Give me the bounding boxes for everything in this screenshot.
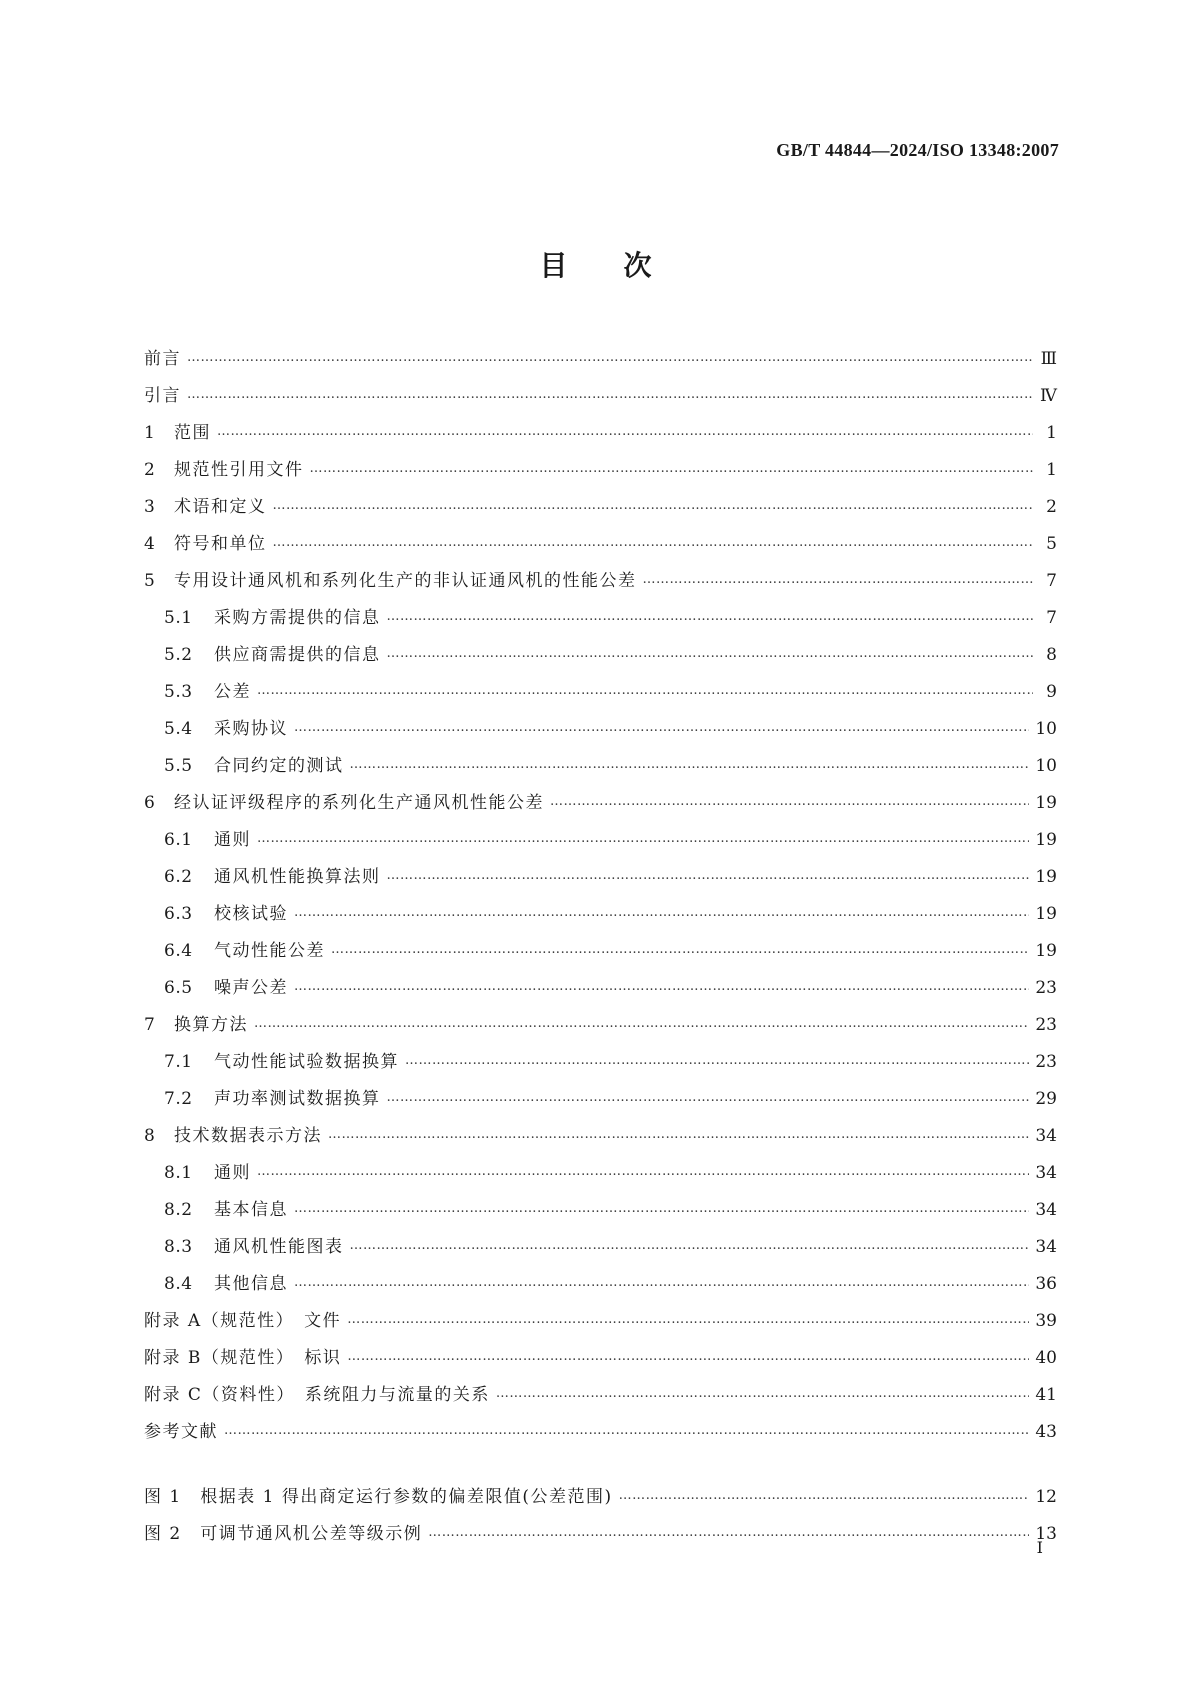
dot-leader xyxy=(387,608,1034,628)
toc-entry-number: 8 xyxy=(144,1125,156,1146)
dot-leader xyxy=(347,1311,1029,1331)
toc-entry-number: 6.2 xyxy=(164,866,193,887)
dot-leader xyxy=(350,1237,1030,1257)
dot-leader xyxy=(257,1163,1029,1183)
toc-section-spacer xyxy=(144,1450,1057,1478)
toc-entry[interactable] xyxy=(144,488,1057,525)
dot-leader xyxy=(257,682,1033,702)
toc-entry-title: 附录 C（资料性） 系统阻力与流量的关系 xyxy=(144,1384,490,1405)
toc-entry[interactable] xyxy=(144,673,1057,710)
toc-entry-title: 规范性引用文件 xyxy=(174,459,304,480)
dot-leader xyxy=(294,1274,1029,1294)
page-number: Ⅰ xyxy=(1036,1538,1043,1557)
toc-entry[interactable] xyxy=(144,451,1057,488)
figure-entry-page: 13 xyxy=(1035,1523,1057,1544)
toc-entry-page: 8 xyxy=(1046,644,1057,665)
toc-entry[interactable] xyxy=(144,1043,1057,1080)
toc-entry-page: 7 xyxy=(1046,607,1057,628)
toc-entry-number: 5.3 xyxy=(164,681,193,702)
dot-leader xyxy=(550,793,1029,813)
toc-entry-number: 7.2 xyxy=(164,1088,193,1109)
toc-entry-page: 34 xyxy=(1035,1236,1057,1257)
figure-entry-page: 12 xyxy=(1035,1486,1057,1507)
toc-entry-title: 通风机性能换算法则 xyxy=(214,866,381,887)
dot-leader xyxy=(254,1015,1029,1035)
dot-leader xyxy=(273,497,1034,517)
toc-entry-title: 采购协议 xyxy=(214,718,288,739)
toc-entry[interactable] xyxy=(144,1006,1057,1043)
toc-entry-page: 23 xyxy=(1035,1014,1057,1035)
toc-entry-page: 1 xyxy=(1046,459,1057,480)
toc-entry-title: 前言 xyxy=(144,348,181,369)
toc-entry-page: 19 xyxy=(1035,903,1057,924)
toc-entry-number: 7 xyxy=(144,1014,156,1035)
dot-leader xyxy=(428,1524,1029,1544)
toc-entry-number: 5.4 xyxy=(164,718,193,739)
toc-entry[interactable] xyxy=(144,525,1057,562)
toc-entry[interactable] xyxy=(144,1080,1057,1117)
toc-entry-title: 基本信息 xyxy=(214,1199,288,1220)
toc-entry-page: 9 xyxy=(1046,681,1057,702)
toc-entry[interactable] xyxy=(144,1413,1057,1450)
toc-entry-number: 3 xyxy=(144,496,156,517)
toc-entry-title: 供应商需提供的信息 xyxy=(214,644,381,665)
dot-leader xyxy=(347,1348,1029,1368)
dot-leader xyxy=(619,1487,1030,1507)
toc-entry-title: 术语和定义 xyxy=(174,496,267,517)
dot-leader xyxy=(294,1200,1029,1220)
toc-entry-page: 10 xyxy=(1035,718,1057,739)
toc-entry[interactable] xyxy=(144,784,1057,821)
toc-entry[interactable] xyxy=(144,1117,1057,1154)
toc-entry-title: 采购方需提供的信息 xyxy=(214,607,381,628)
dot-leader xyxy=(405,1052,1029,1072)
toc-entry-title: 合同约定的测试 xyxy=(214,755,344,776)
toc-entry-number: 5 xyxy=(144,570,156,591)
toc-entry-page: 34 xyxy=(1035,1199,1057,1220)
toc-entry-page: 29 xyxy=(1035,1088,1057,1109)
toc-entry-number: 6.3 xyxy=(164,903,193,924)
toc-entry[interactable] xyxy=(144,969,1057,1006)
toc-entry-page: 34 xyxy=(1035,1125,1057,1146)
toc-entry-page: 23 xyxy=(1035,1051,1057,1072)
toc-entry[interactable] xyxy=(144,895,1057,932)
toc-entry[interactable] xyxy=(144,636,1057,673)
toc-entry-page: 19 xyxy=(1035,792,1057,813)
standard-code: GB/T 44844—2024/ISO 13348:2007 xyxy=(776,140,1059,160)
toc-entry-title: 符号和单位 xyxy=(174,533,267,554)
toc-entry[interactable] xyxy=(144,821,1057,858)
toc-entry[interactable] xyxy=(144,747,1057,784)
dot-leader xyxy=(273,534,1034,554)
toc-entry[interactable] xyxy=(144,1228,1057,1265)
toc-entry-title: 声功率测试数据换算 xyxy=(214,1088,381,1109)
toc-entry-title: 噪声公差 xyxy=(214,977,288,998)
toc-entry-page: 40 xyxy=(1035,1347,1057,1368)
toc-entry[interactable] xyxy=(144,1154,1057,1191)
dot-leader xyxy=(294,719,1029,739)
toc-entry-page: 5 xyxy=(1046,533,1057,554)
dot-leader xyxy=(257,830,1029,850)
toc-entry-page: Ⅳ xyxy=(1040,385,1057,406)
toc-entry[interactable] xyxy=(144,340,1057,377)
toc-entry[interactable] xyxy=(144,932,1057,969)
toc-entry[interactable] xyxy=(144,562,1057,599)
toc-entry-number: 2 xyxy=(144,459,156,480)
dot-leader xyxy=(643,571,1034,591)
toc-entry[interactable] xyxy=(144,1191,1057,1228)
toc-entry-page: 39 xyxy=(1035,1310,1057,1331)
toc-entry-title: 校核试验 xyxy=(214,903,288,924)
toc-entry-title: 气动性能公差 xyxy=(214,940,325,961)
toc-entry[interactable] xyxy=(144,1302,1057,1339)
toc-entry[interactable] xyxy=(144,710,1057,747)
toc-entry-number: 6 xyxy=(144,792,156,813)
toc-entry-title: 附录 A（规范性） 文件 xyxy=(144,1310,342,1331)
table-of-contents xyxy=(144,340,1057,1552)
figure-list xyxy=(144,1478,1057,1552)
toc-entry-number: 6.4 xyxy=(164,940,193,961)
dot-leader xyxy=(294,904,1029,924)
dot-leader xyxy=(294,978,1029,998)
toc-entry-page: 34 xyxy=(1035,1162,1057,1183)
toc-entry-page: 19 xyxy=(1035,829,1057,850)
dot-leader xyxy=(350,756,1030,776)
toc-entry[interactable] xyxy=(144,1339,1057,1376)
dot-leader xyxy=(387,867,1030,887)
toc-entry-page: 43 xyxy=(1035,1421,1057,1442)
toc-entry-number: 5.1 xyxy=(164,607,193,628)
toc-entry[interactable] xyxy=(144,414,1057,451)
figure-entry-title: 图 1 根据表 1 得出商定运行参数的偏差限值(公差范围) xyxy=(144,1486,613,1507)
figure-entry[interactable] xyxy=(144,1478,1057,1515)
toc-entry-number: 7.1 xyxy=(164,1051,193,1072)
dot-leader xyxy=(387,1089,1030,1109)
figure-entry[interactable] xyxy=(144,1515,1057,1552)
toc-entry-number: 8.1 xyxy=(164,1162,193,1183)
toc-entry-title: 公差 xyxy=(214,681,251,702)
toc-entry-page: 2 xyxy=(1046,496,1057,517)
dot-leader xyxy=(187,349,1033,369)
toc-entry-number: 6.5 xyxy=(164,977,193,998)
toc-entry-title: 通则 xyxy=(214,1162,251,1183)
toc-entry-number: 8.3 xyxy=(164,1236,193,1257)
toc-entry-title: 技术数据表示方法 xyxy=(174,1125,322,1146)
toc-entry-number: 8.4 xyxy=(164,1273,193,1294)
toc-entry[interactable] xyxy=(144,599,1057,636)
toc-entry-number: 5.2 xyxy=(164,644,193,665)
toc-entry-title: 参考文献 xyxy=(144,1421,218,1442)
toc-entry-page: 23 xyxy=(1035,977,1057,998)
dot-leader xyxy=(310,460,1034,480)
toc-entry-number: 6.1 xyxy=(164,829,193,850)
dot-leader xyxy=(217,423,1033,443)
dot-leader xyxy=(387,645,1034,665)
toc-entry-page: 19 xyxy=(1035,940,1057,961)
toc-entry-page: 19 xyxy=(1035,866,1057,887)
toc-entry-page: 1 xyxy=(1046,422,1057,443)
toc-entry-title: 引言 xyxy=(144,385,181,406)
dot-leader xyxy=(496,1385,1029,1405)
toc-entry-number: 4 xyxy=(144,533,156,554)
dot-leader xyxy=(331,941,1029,961)
toc-entry-number: 1 xyxy=(144,422,156,443)
toc-entry[interactable] xyxy=(144,377,1057,414)
toc-entry[interactable] xyxy=(144,1376,1057,1413)
toc-entry[interactable] xyxy=(144,1265,1057,1302)
toc-entry-page: Ⅲ xyxy=(1040,348,1057,369)
dot-leader xyxy=(224,1422,1029,1442)
toc-entry-number: 8.2 xyxy=(164,1199,193,1220)
toc-entry-page: 36 xyxy=(1035,1273,1057,1294)
toc-entry-title: 其他信息 xyxy=(214,1273,288,1294)
toc-entry-number: 5.5 xyxy=(164,755,193,776)
toc-entry-title: 专用设计通风机和系列化生产的非认证通风机的性能公差 xyxy=(174,570,637,591)
toc-entry-title: 通则 xyxy=(214,829,251,850)
toc-entry-title: 经认证评级程序的系列化生产通风机性能公差 xyxy=(174,792,544,813)
toc-entry-title: 气动性能试验数据换算 xyxy=(214,1051,399,1072)
toc-entry-page: 7 xyxy=(1046,570,1057,591)
toc-entry-title: 换算方法 xyxy=(174,1014,248,1035)
toc-entry-title: 范围 xyxy=(174,422,211,443)
toc-entry-title: 通风机性能图表 xyxy=(214,1236,344,1257)
dot-leader xyxy=(328,1126,1029,1146)
toc-entries xyxy=(144,340,1057,1450)
toc-entry-page: 10 xyxy=(1035,755,1057,776)
page-title: 目次 xyxy=(539,249,708,282)
dot-leader xyxy=(187,386,1033,406)
toc-entry-page: 41 xyxy=(1035,1384,1057,1405)
figure-entry-title: 图 2 可调节通风机公差等级示例 xyxy=(144,1523,423,1544)
toc-entry-title: 附录 B（规范性） 标识 xyxy=(144,1347,342,1368)
toc-entry[interactable] xyxy=(144,858,1057,895)
